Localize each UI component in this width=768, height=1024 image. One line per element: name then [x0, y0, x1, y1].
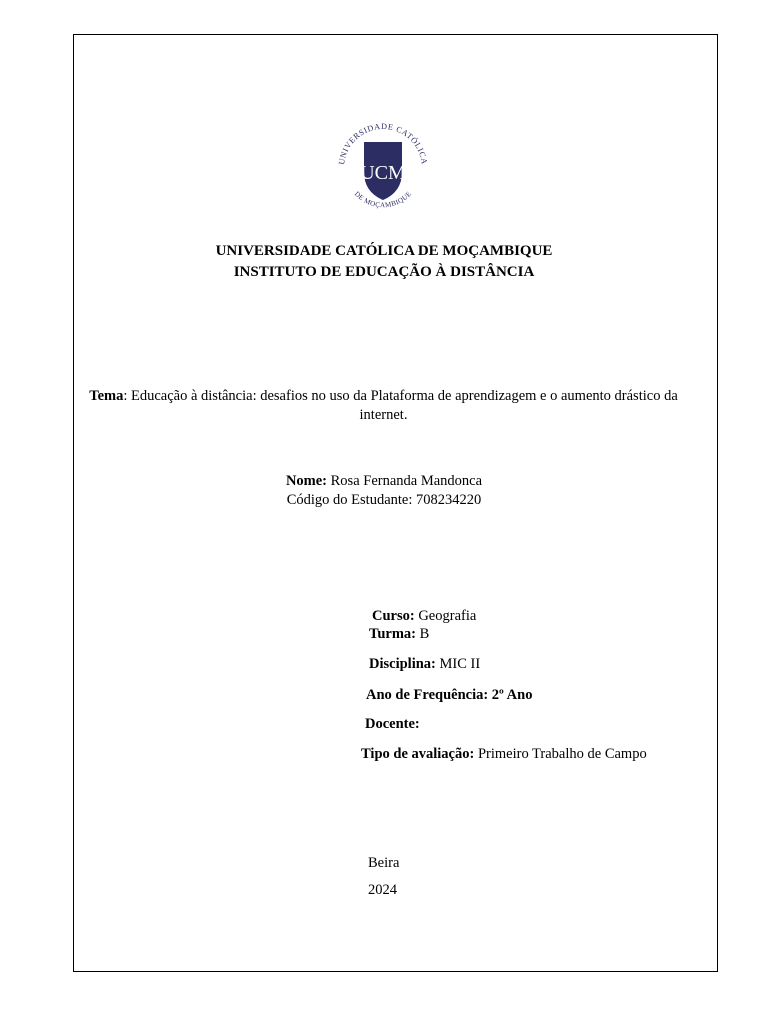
student-code-value: 708234220 — [412, 492, 482, 508]
tema-paragraph — [76, 387, 691, 425]
avaliacao-line — [361, 746, 647, 763]
avaliacao-value: Primeiro Trabalho de Campo — [474, 746, 647, 762]
tema-text: : Educação à distância: desafios no uso da Plataforma de aprendizagem e o aumento drástico da internet. — [123, 388, 678, 423]
university-logo — [330, 112, 436, 218]
city-text: Beira — [368, 855, 400, 871]
disciplina-line — [369, 656, 480, 673]
turma-value: B — [416, 626, 430, 642]
disciplina-label: Disciplina: — [369, 656, 436, 672]
student-code-line — [0, 491, 768, 510]
logo-arc-top-text: UNIVERSIDADE CATÓLICA — [337, 121, 429, 166]
institute-title: INSTITUTO DE EDUCAÇÃO À DISTÂNCIA — [233, 264, 535, 280]
student-name-line — [0, 472, 768, 491]
ano-line — [366, 687, 532, 704]
docente-label: Docente: — [365, 716, 420, 732]
docente-line — [365, 716, 420, 733]
student-code-label: Código do Estudante: — [286, 492, 413, 508]
tema-label: Tema — [89, 388, 124, 404]
logo-arc-bottom-text: DE MOÇAMBIQUE — [352, 189, 414, 210]
logo-monogram: UCM — [360, 162, 406, 184]
university-title: UNIVERSIDADE CATÓLICA DE MOÇAMBIQUE — [215, 243, 553, 259]
ano-label: Ano de Frequência: 2º Ano — [366, 687, 533, 703]
curso-line — [372, 608, 476, 625]
student-block — [0, 472, 768, 510]
disciplina-value: MIC II — [435, 656, 481, 672]
student-name-label: Nome: — [285, 473, 328, 489]
turma-line — [369, 626, 429, 643]
curso-label: Curso: — [372, 608, 415, 624]
year-text: 2024 — [368, 882, 397, 898]
avaliacao-label: Tipo de avaliação: — [361, 746, 475, 762]
curso-value: Geografia — [414, 608, 477, 624]
student-name-value: Rosa Fernanda Mandonca — [327, 473, 483, 489]
turma-label: Turma: — [369, 626, 416, 642]
